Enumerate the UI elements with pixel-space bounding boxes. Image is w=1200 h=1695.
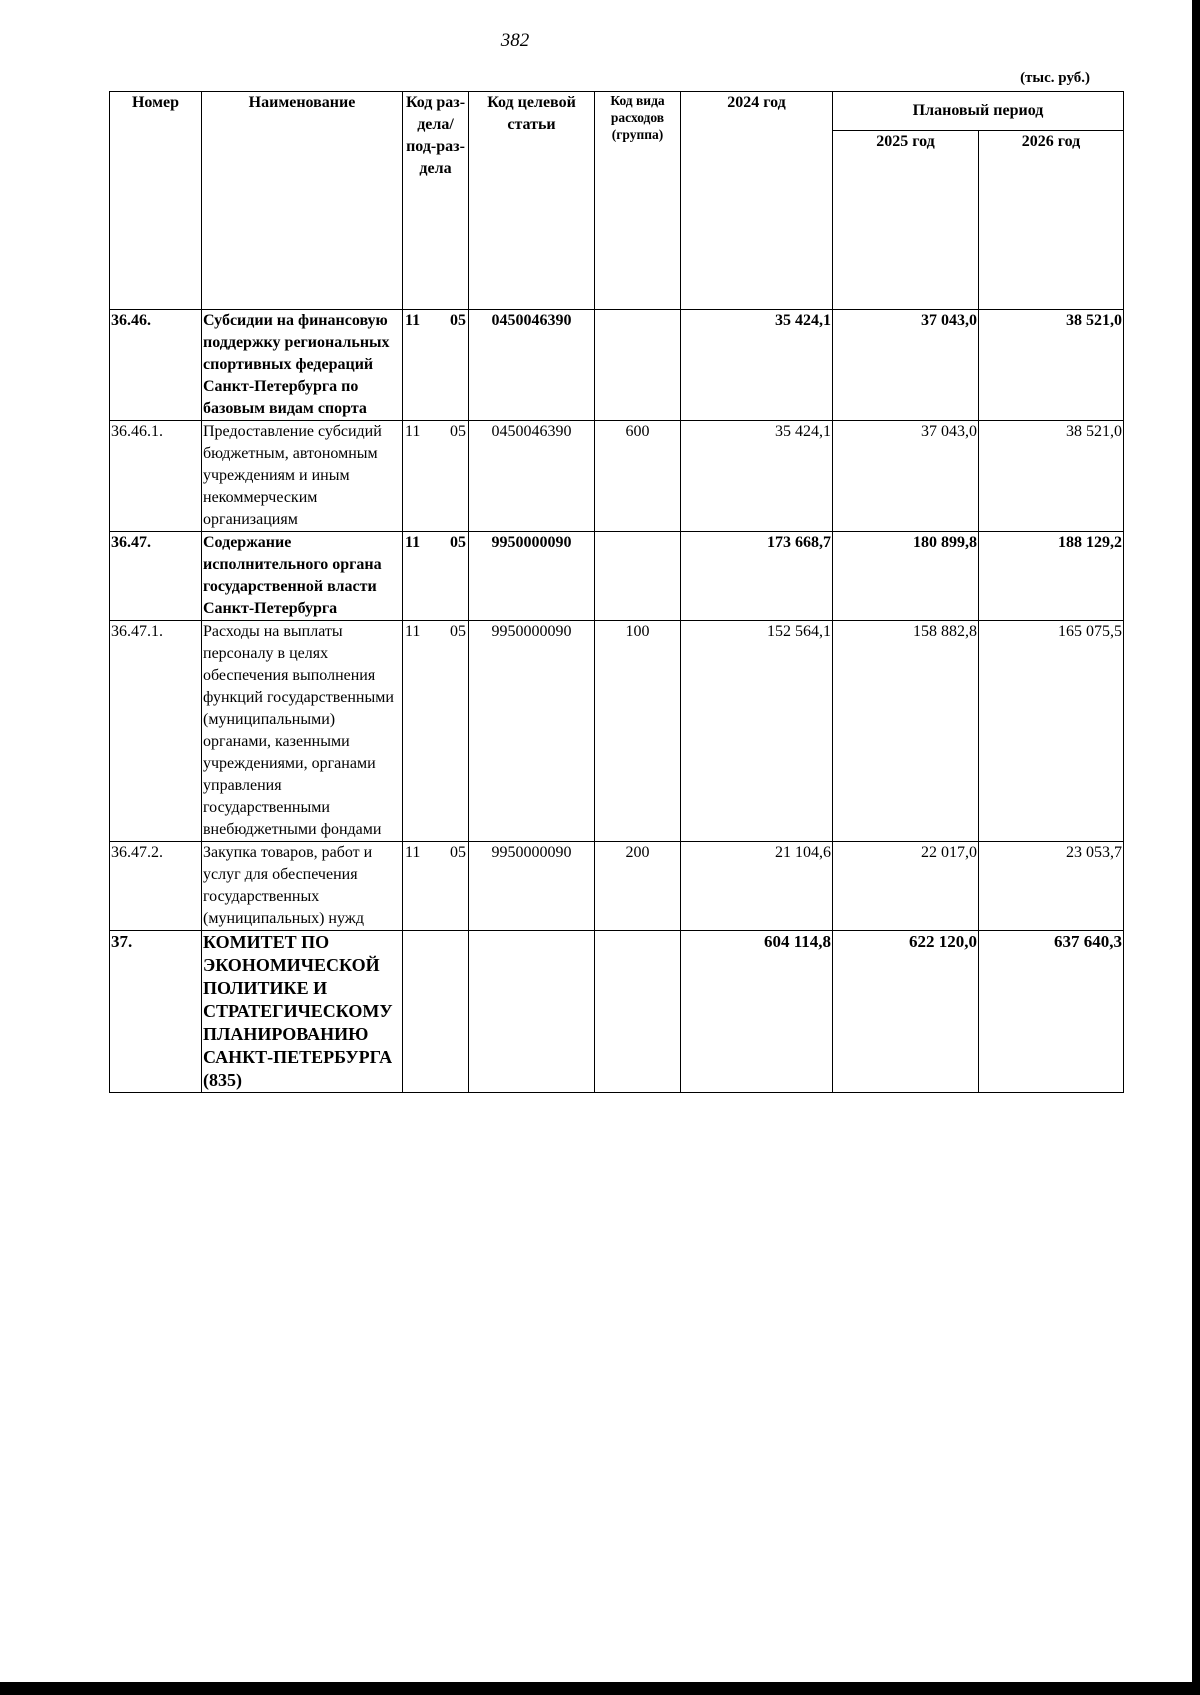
- row-name: КОМИТЕТ ПО ЭКОНОМИЧЕСКОЙ ПОЛИТИКЕ И СТРАТЕГИЧЕСКОМУ ПЛАНИРОВАНИЮ САНКТ-ПЕТЕРБУРГА (835): [202, 931, 403, 1093]
- row-section-code: [403, 931, 469, 1093]
- section: 11: [405, 534, 421, 551]
- row-target-code: 9950000090: [469, 621, 595, 842]
- row-2024: 173 668,7: [681, 532, 833, 621]
- row-name: Содержание исполнительного органа государственной власти Санкт-Петербурга: [202, 532, 403, 621]
- row-2025: 22 017,0: [833, 842, 979, 931]
- row-2025: 180 899,8: [833, 532, 979, 621]
- table-row: [110, 842, 1124, 931]
- row-section-code: [403, 421, 469, 532]
- header-planned-period: Плановый период: [833, 92, 1124, 131]
- row-2025: 37 043,0: [833, 421, 979, 532]
- scan-edge-right: [1192, 0, 1200, 1695]
- row-section-code: [403, 842, 469, 931]
- row-2025: 622 120,0: [833, 931, 979, 1093]
- row-2024: 21 104,6: [681, 842, 833, 931]
- row-number: 36.46.1.: [110, 421, 202, 532]
- header-year-2026: 2026 год: [979, 131, 1124, 310]
- row-number: 36.47.1.: [110, 621, 202, 842]
- row-section-code: [403, 532, 469, 621]
- row-2026: 38 521,0: [979, 310, 1124, 421]
- table-row: [110, 310, 1124, 421]
- page-number: 382: [500, 30, 530, 51]
- row-name: Закупка товаров, работ и услуг для обеспечения государственных (муниципальных) нужд: [202, 842, 403, 931]
- row-expense-type: 600: [595, 421, 681, 532]
- header-number: Номер: [110, 92, 202, 310]
- row-number: 36.46.: [110, 310, 202, 421]
- subsection: 05: [450, 844, 466, 861]
- header-expense-type: Код вида расходов (группа): [595, 92, 681, 310]
- header-name: Наименование: [202, 92, 403, 310]
- row-expense-type: 100: [595, 621, 681, 842]
- row-target-code: 9950000090: [469, 532, 595, 621]
- row-target-code: 9950000090: [469, 842, 595, 931]
- row-name: Предоставление субсидий бюджетным, автономным учреждениям и иным некоммерческим организациям: [202, 421, 403, 532]
- row-2024: 152 564,1: [681, 621, 833, 842]
- row-target-code: 0450046390: [469, 310, 595, 421]
- row-2026: 165 075,5: [979, 621, 1124, 842]
- section: 11: [405, 844, 421, 861]
- row-number: 36.47.: [110, 532, 202, 621]
- section: 11: [405, 423, 421, 440]
- row-number: 37.: [110, 931, 202, 1093]
- row-section-code: [403, 310, 469, 421]
- subsection: 05: [450, 534, 466, 551]
- row-expense-type: 200: [595, 842, 681, 931]
- header-section-code: Код раз-дела/ под-раз-дела: [403, 92, 469, 310]
- row-2025: 158 882,8: [833, 621, 979, 842]
- row-2026: 38 521,0: [979, 421, 1124, 532]
- row-target-code: [469, 931, 595, 1093]
- units-label: (тыс. руб.): [1020, 70, 1090, 86]
- row-target-code: 0450046390: [469, 421, 595, 532]
- budget-table: [109, 91, 1124, 1093]
- subsection: 05: [450, 423, 466, 440]
- row-section-code: [403, 621, 469, 842]
- header-target-code: Код целевой статьи: [469, 92, 595, 310]
- subsection: 05: [450, 312, 466, 329]
- row-2024: 35 424,1: [681, 310, 833, 421]
- row-2026: 637 640,3: [979, 931, 1124, 1093]
- row-2025: 37 043,0: [833, 310, 979, 421]
- header-year-2025: 2025 год: [833, 131, 979, 310]
- header-year-2024: 2024 год: [681, 92, 833, 310]
- row-2024: 604 114,8: [681, 931, 833, 1093]
- table-row: [110, 421, 1124, 532]
- row-2026: 188 129,2: [979, 532, 1124, 621]
- row-number: 36.47.2.: [110, 842, 202, 931]
- subsection: 05: [450, 623, 466, 640]
- row-2026: 23 053,7: [979, 842, 1124, 931]
- table-row: [110, 532, 1124, 621]
- table-row: [110, 931, 1124, 1093]
- row-name: Субсидии на финансовую поддержку региональных спортивных федераций Санкт-Петербурга по базовым видам спорта: [202, 310, 403, 421]
- row-2024: 35 424,1: [681, 421, 833, 532]
- scan-edge-bottom: [0, 1682, 1200, 1695]
- row-expense-type: [595, 532, 681, 621]
- row-expense-type: [595, 931, 681, 1093]
- section: 11: [405, 312, 421, 329]
- section: 11: [405, 623, 421, 640]
- row-name: Расходы на выплаты персоналу в целях обеспечения выполнения функций государственными (муниципальными) органами, казенными учреждениями, органами управления государственными внебюджетными фондами: [202, 621, 403, 842]
- table-row: [110, 621, 1124, 842]
- row-expense-type: [595, 310, 681, 421]
